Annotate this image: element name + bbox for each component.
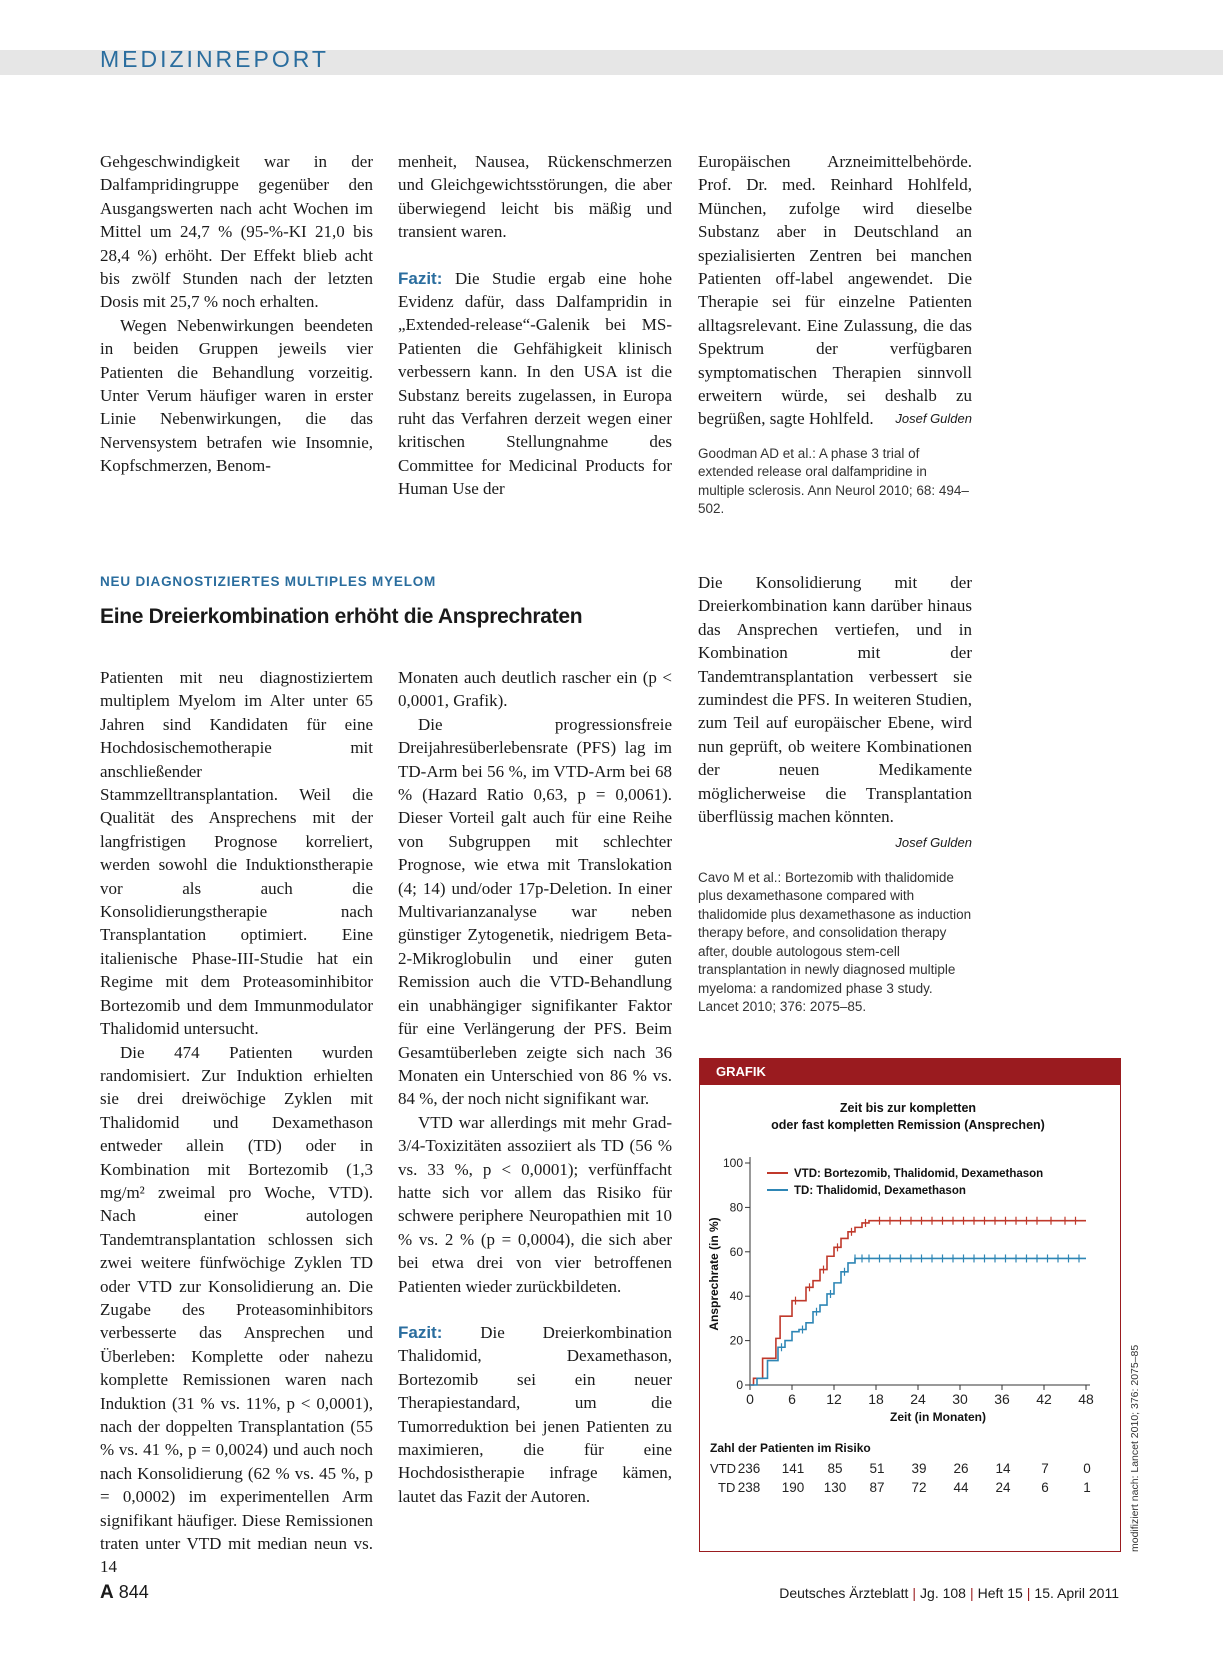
risk-value: 238 [737,1480,761,1495]
article2-paragraph: Patienten mit neu diagnostiziertem multiplem Myelom im Alter unter 65 Jahren sind Kandidaten für eine Hochdosischemotherapie mit anschließender Stammzelltransplantation. Weil die Qualität des Ansprechens mit der langfristigen Prognose korreliert, werden sowohl die Induktionstherapie vor als auch die Konsolidierungstherapie nach Transplantation optimiert. Eine italienische Phase-III-Studie hat ein Regime mit dem Proteasominhibitor Bortezomib und dem Immunmodulator Thalidomid untersucht. [100,668,373,1039]
journal-date: 15. April 2011 [1034,1585,1119,1601]
risk-value: 87 [869,1480,885,1495]
risk-value: 72 [911,1480,927,1495]
risk-value: 39 [911,1461,927,1476]
y-tick-label: 0 [736,1378,743,1392]
x-tick-label: 6 [788,1391,796,1407]
x-tick-label: 48 [1078,1391,1094,1407]
risk-value: 236 [737,1461,761,1476]
article2-column-1 [100,666,373,1579]
risk-value: 0 [1083,1461,1091,1476]
risk-value: 51 [869,1461,885,1476]
series-line-vtd [750,1221,1086,1385]
x-axis-label: Zeit (in Monaten) [890,1410,986,1424]
y-tick-label: 80 [729,1200,743,1215]
risk-value: 44 [953,1480,969,1495]
journal-volume: Jg. 108 [920,1585,966,1601]
risk-value: 7 [1041,1461,1049,1476]
author-line [698,830,972,854]
risk-value: 130 [823,1480,847,1495]
article-headline: Eine Dreierkombination erhöht die Ansprechraten [100,605,583,628]
figure-box [699,1058,1121,1552]
fazit-text: Die Studie ergab eine hohe Evidenz dafür, dass Dalfampridin in „Extended-release“-Galenik bei MS-Patienten die Gehfähigkeit klinisch verbessern kann. In den USA ist die Substanz bereits zugelassen, in Europa ruht das Verfahren derzeit wegen einer kritischen Stellungnahme des Committee for Medicinal Products for Human Use der [398,268,672,499]
risk-table-title: Zahl der Patienten im Risiko [710,1441,871,1455]
x-tick-label: 30 [952,1391,968,1407]
figure-credit: modifiziert nach: Lancet 2010; 376: 2075–85 [1129,1344,1141,1552]
article1-column-2 [398,150,672,501]
risk-value: 141 [781,1461,805,1476]
fazit-label: Fazit: [398,268,443,288]
article2-paragraph: Monaten auch deutlich rascher ein (p < 0,0001, Grafik). [398,668,672,711]
article1-paragraph: Gehgeschwindigkeit war in der Dalfampridingruppe gegenüber den Ausgangswerten nach acht Wochen im Mittel um 24,7 % (95-%-KI 21,0 bis 28,4 %) erhöht. Der Effekt blieb acht bis zwölf Stunden nach der letzten Dosis mit 25,7 % noch erhalten. [100,152,373,312]
article2-fazit [398,1321,672,1508]
article2-paragraph: Die Konsolidierung mit der Dreierkombination kann darüber hinaus das Ansprechen vertiefen, und in Kombination mit der Tandemtransplantation verbessert sie zumindest die PFS. In weiteren Studien, zum Teil auf europäischer Ebene, wird nun geprüft, ob weitere Kombinationen der neuen Medikamente möglicherweise die Transplantation überflüssig machen könnten. [698,573,972,827]
risk-value: 24 [995,1480,1011,1495]
article2-paragraph: Die progressionsfreie Dreijahresüberlebensrate (PFS) lag im TD-Arm bei 56 %, im VTD-Arm bei 68 % (Hazard Ratio 0,63, p = 0,0061). Dieser Vorteil galt auch für eine Reihe von Subgruppen mit schlechter Prognose, wie etwa mit Translokation (4; 14) und/oder 17p-Deletion. In einer Multivarianzanalyse war neben günstiger Zytogenetik, niedrigem Beta-2-Mikroglobulin und einer guten Remission auch die VTD-Behandlung ein unabhängiger signifikanter Faktor für eine Verlängerung der PFS. Beim Gesamtüberleben zeigte sich nach 36 Monaten ein Unterschied von 86 % vs. 84 %, der noch nicht signifikant war. [398,714,672,1109]
journal-name: Deutsches Ärzteblatt [779,1585,909,1601]
risk-value: 190 [781,1480,805,1495]
risk-value: 1 [1083,1480,1091,1495]
article1-paragraph: Wegen Nebenwirkungen beendeten in beiden Gruppen jeweils vier Patienten die Behandlung vorzeitig. Unter Verum häufiger waren in erster Linie Nebenwirkungen, die das Nervensystem betrafen wie Insomnie, Kopfschmerzen, Benom- [100,315,373,476]
article2-paragraph: Die 474 Patienten wurden randomisiert. Zur Induktion erhielten sie drei dreiwöchige Zyklen mit Thalidomid und Dexamethason entweder allein (TD) oder in Kombination mit Bortezomib (1,3 mg/m² zweimal pro Woche, VTD). Nach einer autologen Tandemtransplantation schlossen sich zwei weitere fünfwöchige Zyklen TD oder VTD zur Konsolidierung an. Die Zugabe des Proteasominhibitors verbesserte das Ansprechen und Überleben: Komplette oder nahezu komplette Remissionen waren nach Induktion (31 % vs. 11%, p < 0,0001), nach der doppelten Transplantation (55 % vs. 41 %, p = 0,0024) und auch noch nach Konsolidierung (62 % vs. 45 %, p = 0,0002) im experimentellen Arm signifikant häufiger. Diese Remissionen traten unter VTD mit median neun vs. 14 [100,1042,373,1577]
author-name: Josef Gulden [895,411,972,427]
y-tick-label: 40 [729,1289,743,1304]
separator: | [912,1585,917,1601]
x-tick-label: 12 [826,1391,842,1407]
x-tick-label: 42 [1036,1391,1052,1407]
risk-value: 6 [1041,1480,1049,1495]
y-tick-label: 60 [729,1244,743,1259]
fazit-text: Die Dreierkombination Thalidomid, Dexamethason, Bortezomib sei ein neuer Therapiestandard, um die Tumorreduktion bei jenen Patienten zu maximieren, die für eine Hochdosistherapie infrage kämen, lautet das Fazit der Autoren. [398,1322,672,1506]
chart-title: oder fast kompletten Remission (Ansprechen) [771,1118,1045,1132]
article2-reference: Cavo M et al.: Bortezomib with thalidomide plus dexamethasone compared with thalidomide plus dexamethasone as induction therapy before, and consolidation therapy after, double autologous stem-cell transplantation in newly diagnosed multiple myeloma: a randomized phase 3 study. Lancet 2010; 376: 2075–85. [698,869,972,1015]
journal-info [779,1585,1119,1601]
page-number-value: 844 [118,1582,149,1602]
article1-reference: Goodman AD et al.: A phase 3 trial of extended release oral dalfampridine in multiple sclerosis. Ann Neurol 2010; 68: 494–502. [698,445,969,517]
article1-closing-text: Europäischen Arzneimittelbehörde. Prof. Dr. med. Reinhard Hohlfeld, München, zufolge wird dieselbe Substanz aber in Deutschland an spezialisierten Zentren bei manchen Patienten off-label angewendet. Die Therapie sei für einzelne Patienten alltagsrelevant. Eine Zulassung, die das Spektrum der verfügbaren symptomatischen Therapien sinnvoll erweitern würde, sei deshalb zu begrüßen, sagte Hohlfeld. [698,152,972,429]
y-tick-label: 20 [729,1333,743,1348]
journal-issue: Heft 15 [977,1585,1023,1601]
separator: | [1026,1585,1031,1601]
article1-column-1 [100,150,373,478]
series-line-td [750,1258,1086,1385]
risk-value: 26 [953,1461,969,1476]
kaplan-meier-chart [700,1085,1119,1550]
x-tick-label: 18 [868,1391,884,1407]
article1-paragraph: menheit, Nausea, Rückenschmerzen und Gleichgewichtsstörungen, die aber überwiegend leicht bis mäßig und transient waren. [398,152,672,242]
legend-label: TD: Thalidomid, Dexamethason [794,1185,966,1197]
figure-label: GRAFIK [700,1059,1120,1085]
article1-paragraph [698,150,972,431]
separator: | [969,1585,974,1601]
article2-paragraph: VTD war allerdings mit mehr Grad-3/4-Toxizitäten assoziiert als TD (56 % vs. 33 %, p < 0,0001); verfünffacht hatte sich vor allem das Risiko für schwere periphere Neuropathien mit 10 % vs. 2 % (p = 0,0004), die sich aber bei etwa drei von vier betroffenen Patienten wieder zurückbildeten. [398,1112,672,1296]
article1-column-3 [698,150,972,519]
risk-value: 14 [995,1461,1011,1476]
legend-label: VTD: Bortezomib, Thalidomid, Dexamethason [794,1168,1044,1180]
fazit-label: Fazit: [398,1322,443,1342]
y-tick-label: 100 [722,1156,743,1170]
article1-fazit [398,267,672,501]
x-tick-label: 36 [994,1391,1010,1407]
chart-title: Zeit bis zur kompletten [839,1101,977,1115]
page-number [100,1582,149,1604]
page-prefix: A [100,1582,114,1603]
risk-row-label: TD [718,1480,736,1495]
risk-value: 85 [827,1461,843,1476]
y-axis-label: Ansprechrate (in %) [707,1217,721,1331]
article2-column-3 [698,571,972,1017]
article-kicker: NEU DIAGNOSTIZIERTES MULTIPLES MYELOM [100,574,437,589]
x-tick-label: 0 [746,1391,754,1407]
x-tick-label: 24 [910,1391,926,1407]
author-name: Josef Gulden [895,835,972,851]
risk-row-label: VTD [710,1461,736,1476]
section-title: MEDIZINREPORT [100,46,329,72]
article2-column-2 [398,666,672,1508]
